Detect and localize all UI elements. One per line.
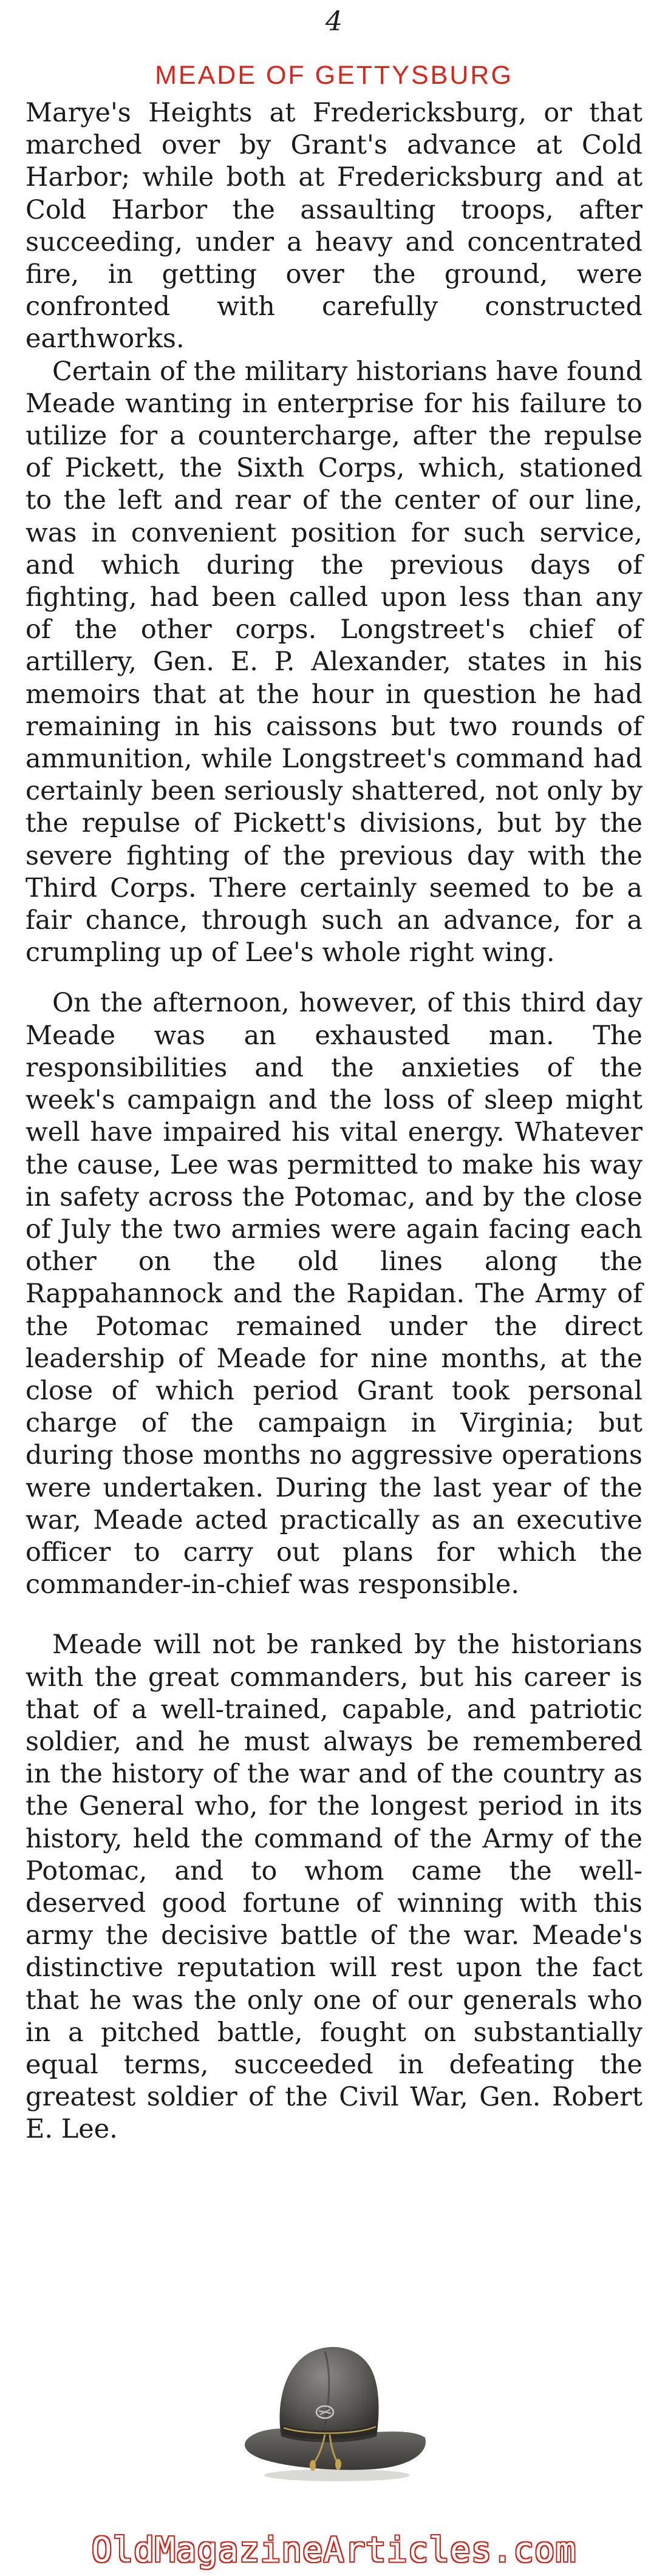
article-paragraph: Marye's Heights at Fredericksburg, or that marched over by Grant's advance at Cold Harbor; while both at Fredericksburg and at Cold Harbor the assaulting troops, after succeeding, under a heavy and concentrated fire, in getting over the ground, were confronted with carefully constructed earthworks.: [26, 98, 642, 355]
page-number: 4: [325, 6, 343, 37]
article-paragraph: Meade will not be ranked by the historians with the great commanders, but his career is that of a well-trained, capable, and patriotic soldier, and he must always be remembered in the history of the war and of the country as the General who, for the longest period in its history, held the command of the Army of the Potomac, and to whom came the well-deserved good fortune of winning with this army the decisive battle of the war. Meade's distinctive reputation will rest upon the fact that he was the only one of our generals who in a pitched battle, fought on substantially equal terms, succeeded in defeating the greatest soldier of the Civil War, Gen. Robert E. Lee.: [26, 1630, 642, 2145]
page-title: MEADE OF GETTYSBURG: [155, 61, 513, 90]
footer-credit: OldMagazineArticles.com: [91, 2530, 577, 2570]
article-body: [26, 97, 642, 2146]
article-paragraph: Certain of the military historians have found Meade wanting in enterprise for his failure to utilize for a countercharge, after the repulse of Pickett, the Sixth Corps, which, stationed to the left and rear of the center of our line, was in convenient position for such service, and which during the previous days of fighting, had been called upon less than any of the other corps. Longstreet's chief of artillery, Gen. E. P. Alexander, states in his memoirs that at the hour in question he had remaining in his caissons but two rounds of ammunition, while Longstreet's command had certainly been seriously shattered, not only by the repulse of Pickett's divisions, but by the severe fighting of the previous day with the Third Corps. There certainly seemed to be a fair chance, through such an advance, for a crumpling up of Lee's whole right wing.: [26, 356, 642, 968]
cavalry-hat-icon: [234, 2334, 434, 2486]
article-paragraph: On the afternoon, however, of this third day Meade was an exhausted man. The responsibilities and the anxieties of the week's campaign and the loss of sleep might well have impaired his vital energy. Whatever the cause, Lee was permitted to make his way in safety across the Potomac, and by the close of July the two armies were again facing each other on the old lines along the Rappahannock and the Rapidan. The Army of the Potomac remained under the direct leadership of Meade for nine months, at the close of which period Grant took personal charge of the campaign in Virginia; but during those months no aggressive operations were undertaken. During the last year of the war, Meade acted practically as an executive officer to carry out plans for which the commander-in-chief was responsible.: [26, 988, 642, 1600]
